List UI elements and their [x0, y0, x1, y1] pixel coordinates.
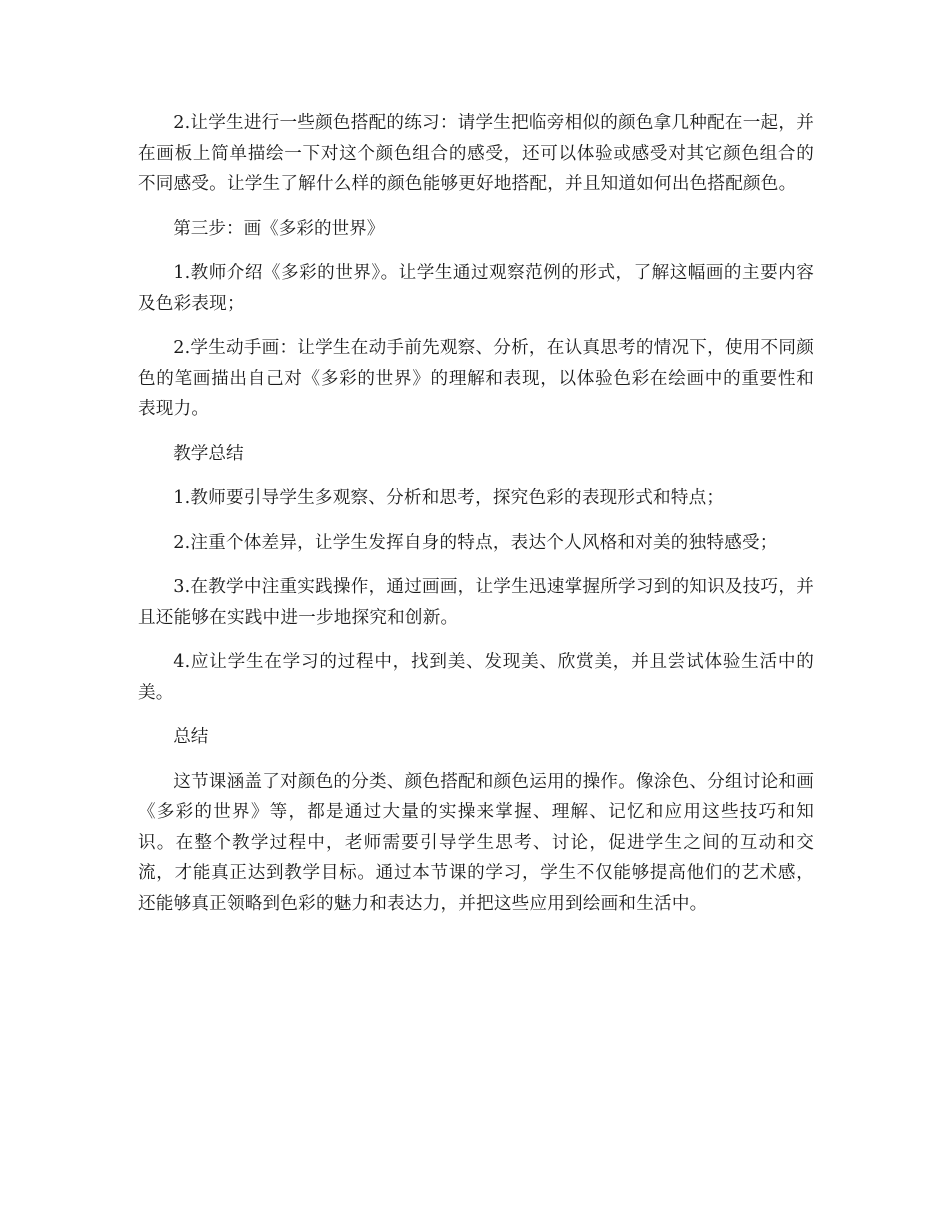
paragraph-summary-point-1: 1.教师要引导学生多观察、分析和思考，探究色彩的表现形式和特点； — [173, 488, 725, 508]
paragraph-summary-point-3: 3.在教学中注重实践操作，通过画画，让学生迅速掌握所学习到的知识及技巧，并且还能够在实践中进一步地探究和创新。 — [138, 577, 814, 628]
paragraph-summary-point-4: 4.应让学生在学习的过程中，找到美、发现美、欣赏美，并且尝试体验生活中的美。 — [138, 652, 814, 703]
paragraph-summary-point-2: 2.注重个体差异，让学生发挥自身的特点，表达个人风格和对美的独特感受； — [173, 532, 778, 553]
paragraph-student-drawing: 2.学生动手画：让学生在动手前先观察、分析，在认真思考的情况下，使用不同颜色的笔画描出自己对《多彩的世界》的理解和表现，以体验色彩在绘画中的重要性和表现力。 — [138, 338, 814, 419]
paragraph-teacher-intro: 1.教师介绍《多彩的世界》。让学生通过观察范例的形式，了解这幅画的主要内容及色彩表现； — [138, 263, 814, 314]
heading-conclusion: 总结 — [173, 727, 209, 747]
paragraph-conclusion: 这节课涵盖了对颜色的分类、颜色搭配和颜色运用的操作。像涂色、分组讨论和画《多彩的世界》等，都是通过大量的实操来掌握、理解、记忆和应用这些技巧和知识。在整个教学过程中，老师需要引导学生思考、讨论，促进学生之间的互动和交流，才能真正达到教学目标。通过本节课的学习，学生不仅能够提高他们的艺术感，还能够真正领略到色彩的魅力和表达力，并把这些应用到绘画和生活中。 — [138, 771, 814, 914]
paragraph-color-matching-practice: 2.让学生进行一些颜色搭配的练习：请学生把临旁相似的颜色拿几种配在一起，并在画板上简单描绘一下对这个颜色组合的感受，还可以体验或感受对其它颜色组合的不同感受。让学生了解什么样的颜色能够更好地搭配，并且知道如何出色搭配颜色。 — [138, 113, 814, 194]
document-body — [138, 108, 814, 919]
heading-step-three: 第三步：画《多彩的世界》 — [173, 218, 385, 239]
heading-teaching-summary: 教学总结 — [173, 443, 244, 464]
